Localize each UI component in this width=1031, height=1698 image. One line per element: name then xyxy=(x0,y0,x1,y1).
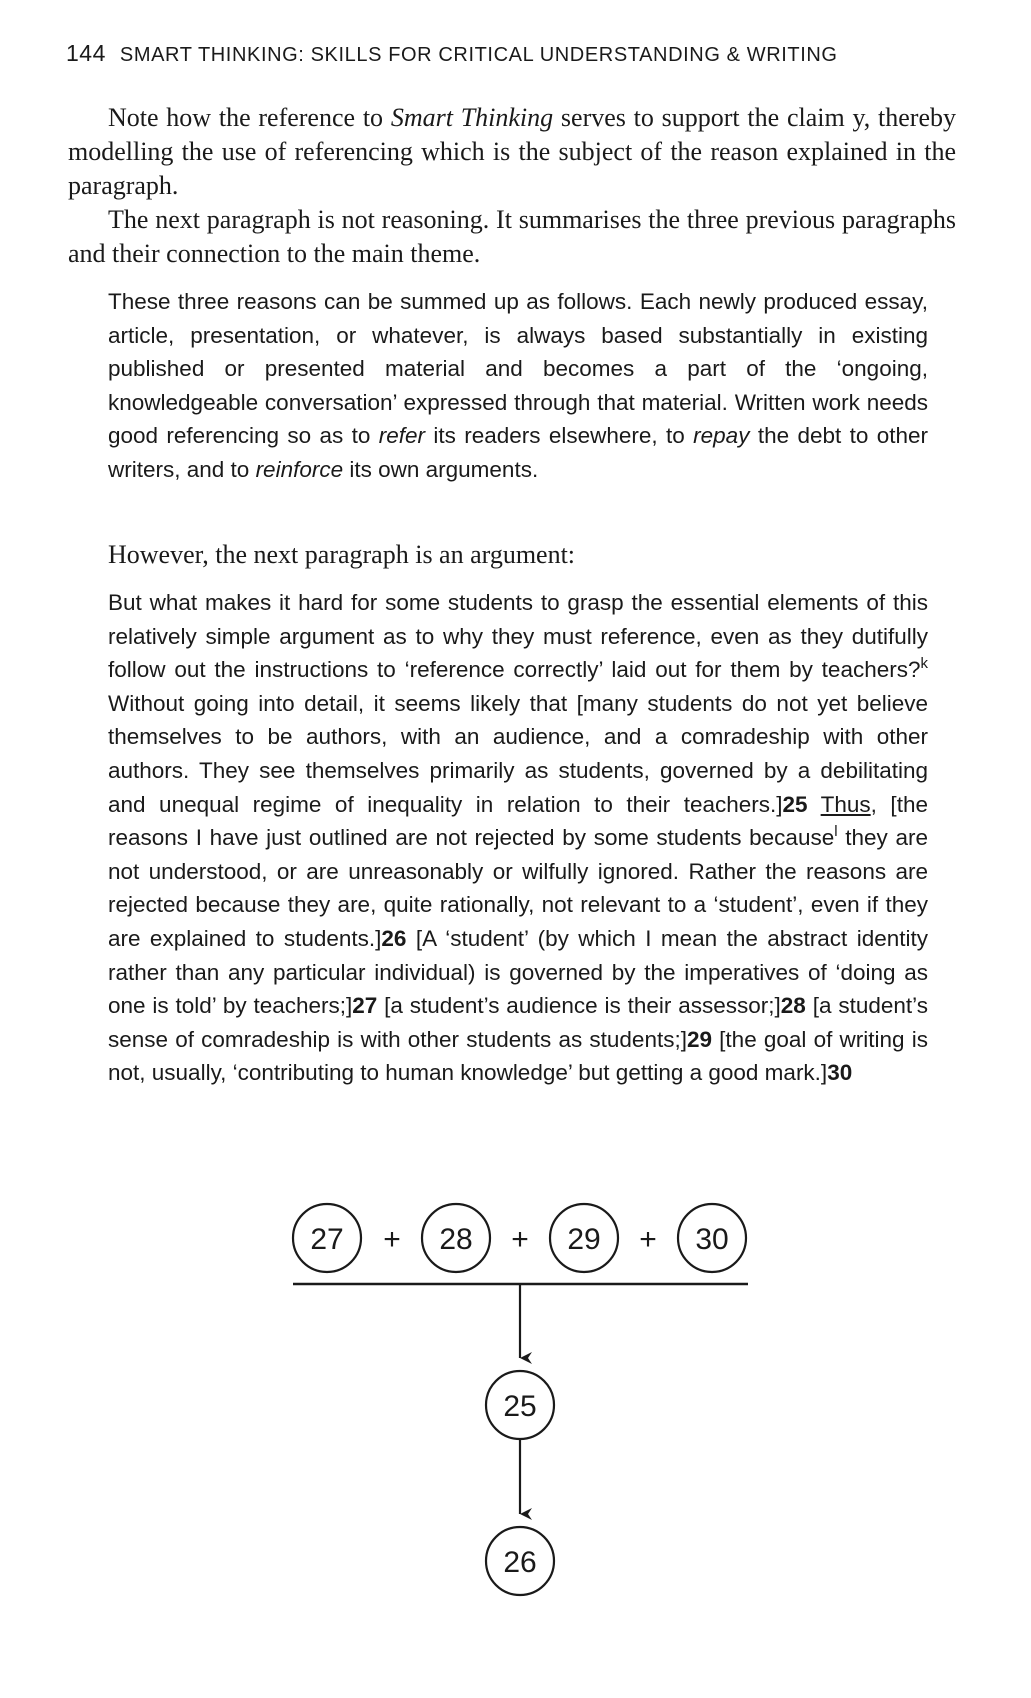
node-label: 29 xyxy=(567,1223,601,1256)
premise-node-27 xyxy=(293,1204,361,1272)
quote-text: [a student’s sense of comradeship is with other students as students;] xyxy=(108,993,928,1052)
intermediate-node-25 xyxy=(486,1371,554,1439)
claim-number-25: 25 xyxy=(782,791,808,817)
quote-text: [A ‘student’ (by which I mean the abstract identity rather than any particular individual) is governed by the imperatives of ‘doing as one is told’ by teachers;] xyxy=(108,925,928,1019)
node-circle xyxy=(293,1204,361,1272)
footnote-marker-l: l xyxy=(834,823,838,841)
premise-node-30 xyxy=(678,1204,746,1272)
claim-number-27: 27 xyxy=(352,993,378,1019)
quote-text: [the goal of writing is not, usually, ‘contributing to human knowledge’ but getting a good mark.] xyxy=(108,1026,928,1086)
quote-text: These three reasons can be summed up as follows. Each newly produced essay, article, presentation, or whatever, is always based substantially in existing published or presented material and becomes a part of the ‘ongoing, knowledgeable conversation’ expressed through that material. Written work needs good referencing so as to xyxy=(108,289,928,449)
plus-sign: + xyxy=(383,1223,401,1256)
quote-text: Without going into detail, it seems likely that [many students do not yet believe themselves to be authors, with an audience, and a comradeship with other authors. They see themselves primarily as students, governed by a debilitating and unequal regime of inequality in relation to their teachers.] xyxy=(108,690,928,817)
node-label: 26 xyxy=(503,1546,537,1579)
quote-text: the debt to other writers, and to xyxy=(108,423,929,482)
quote-text: its own arguments. xyxy=(343,456,539,482)
node-label: 30 xyxy=(695,1223,729,1256)
plus-sign: + xyxy=(511,1223,529,1256)
emphasis-reinforce: reinforce xyxy=(255,456,344,482)
premise-node-29 xyxy=(550,1204,618,1272)
footnote-marker-k: k xyxy=(920,655,928,673)
running-header xyxy=(66,40,966,67)
emphasis-refer: refer xyxy=(378,423,425,449)
paragraph-argument-intro: However, the next paragraph is an argument: xyxy=(108,540,576,569)
quote-text: , [the reasons I have just outlined are not rejected by some students because xyxy=(108,791,928,851)
book-title-italic: Smart Thinking xyxy=(390,103,554,132)
claim-number-26: 26 xyxy=(381,925,407,951)
node-label: 25 xyxy=(503,1390,537,1423)
node-circle xyxy=(422,1204,490,1272)
plus-sign: + xyxy=(639,1223,657,1256)
emphasis-repay: repay xyxy=(693,423,750,449)
claim-number-30: 30 xyxy=(827,1060,853,1086)
claim-number-28: 28 xyxy=(780,993,806,1019)
node-label: 27 xyxy=(310,1223,344,1256)
premise-node-28 xyxy=(422,1204,490,1272)
conclusion-node-26 xyxy=(486,1527,554,1595)
paragraph-reference-note xyxy=(68,101,956,203)
quote-text: But what makes it hard for some students to grasp the essential elements of this relatively simple argument as to why they must reference, even as they dutifully follow out the instructions to ‘reference correctly’ laid out for them by teachers? xyxy=(108,590,928,683)
page-number: 144 xyxy=(66,40,106,66)
claim-number-29: 29 xyxy=(686,1026,712,1052)
book-title: SMART THINKING: SKILLS FOR CRITICAL UNDERSTANDING & WRITING xyxy=(119,44,838,66)
quoted-summary-paragraph xyxy=(108,285,928,487)
node-circle xyxy=(486,1371,554,1439)
paragraph-not-reasoning: The next paragraph is not reasoning. It summarises the three previous paragraphs and their connection to the main theme. xyxy=(68,205,956,268)
paragraph-text: Note how the reference to xyxy=(108,103,391,132)
quote-text xyxy=(808,792,821,817)
quote-text: [a student’s audience is their assessor;] xyxy=(377,993,781,1019)
node-label: 28 xyxy=(439,1223,473,1256)
quote-text: its readers elsewhere, to xyxy=(424,423,694,449)
node-circle xyxy=(550,1204,618,1272)
node-circle xyxy=(678,1204,746,1272)
quoted-argument-paragraph xyxy=(108,586,928,1090)
node-circle xyxy=(486,1527,554,1595)
indicator-word-thus: Thus xyxy=(820,791,871,817)
paragraph-text: serves to support the claim y, thereby modelling the use of referencing which is the subject of the reason explained in the paragraph. xyxy=(68,103,956,200)
quote-text: they are not understood, or are unreasonably or wilfully ignored. Rather the reasons are rejected because they are, quite rationally, not relevant to a ‘student’, even if they are explained to students.] xyxy=(108,825,928,951)
